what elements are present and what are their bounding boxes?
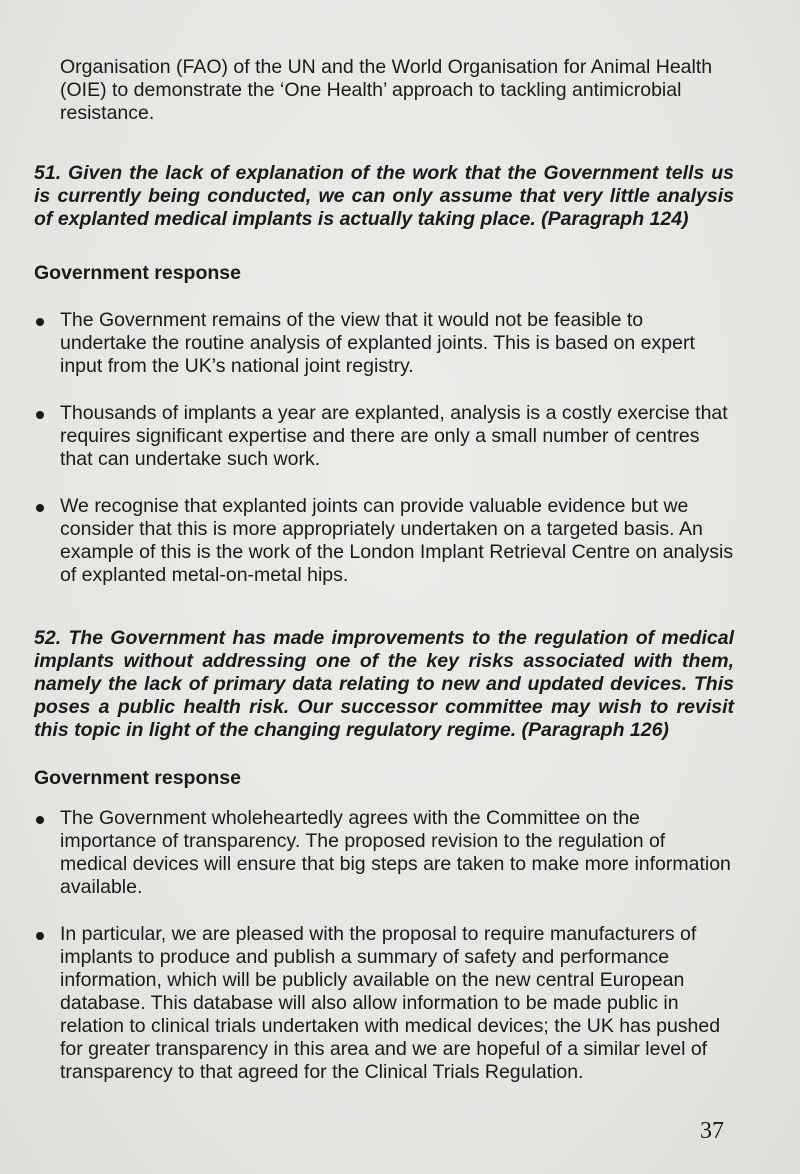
page-number: 37 xyxy=(700,1118,724,1144)
recommendation-52: 52. The Government has made improvements to the regulation of medical implants without addressing one of the key risks associated with them, namely the lack of primary data relating to new and updated devices. This poses a public health risk. Our successor committee may wish to revisit this topic in light of the changing regulatory regime. (Paragraph 126) xyxy=(34,627,734,741)
response-1-bullet-list xyxy=(34,309,734,611)
bullet-text: In particular, we are pleased with the proposal to require manufacturers of implants to produce and publish a summary of safety and performance information, which will be publicly available on the new central European database. This database will also allow information to be made public in relation to clinical trials undertaken with medical devices; the UK has pushed for greater transparency in this area and we are hopeful of a similar level of transparency to that agreed for the Clinical Trials Regulation. xyxy=(60,923,721,1083)
list-item xyxy=(34,402,734,471)
bullet-text: The Government wholeheartedly agrees with the Committee on the importance of transparency. The proposed revision to the regulation of medical devices will ensure that big steps are taken to make more information available. xyxy=(60,807,731,898)
intro-paragraph: Organisation (FAO) of the UN and the World Organisation for Animal Health (OIE) to demonstrate the ‘One Health’ approach to tackling antimicrobial resistance. xyxy=(60,56,713,124)
government-response-heading-1: Government response xyxy=(34,262,241,284)
bullet-icon xyxy=(36,932,44,940)
response-2-bullet-list xyxy=(34,807,734,1108)
bullet-icon xyxy=(36,411,44,419)
recommendation-51: 51. Given the lack of explanation of the work that the Government tells us is currently being conducted, we can only assume that very little analysis of explanted medical implants is actually taking place. (Paragraph 124) xyxy=(34,162,734,230)
bullet-icon xyxy=(36,816,44,824)
list-item xyxy=(34,807,734,899)
bullet-text: We recognise that explanted joints can provide valuable evidence but we consider that this is more appropriately undertaken on a targeted basis. An example of this is the work of the London Implant Retrieval Centre on analysis of explanted metal-on-metal hips. xyxy=(60,495,734,586)
list-item xyxy=(34,309,734,378)
bullet-icon xyxy=(36,504,44,512)
list-item xyxy=(34,495,734,587)
bullet-text: Thousands of implants a year are explanted, analysis is a costly exercise that requires significant expertise and there are only a small number of centres that can undertake such work. xyxy=(60,402,728,470)
list-item xyxy=(34,923,734,1084)
government-response-heading-2: Government response xyxy=(34,767,241,789)
bullet-text: The Government remains of the view that it would not be feasible to undertake the routine analysis of explanted joints. This is based on expert input from the UK’s national joint registry. xyxy=(60,309,695,377)
bullet-icon xyxy=(36,318,44,326)
